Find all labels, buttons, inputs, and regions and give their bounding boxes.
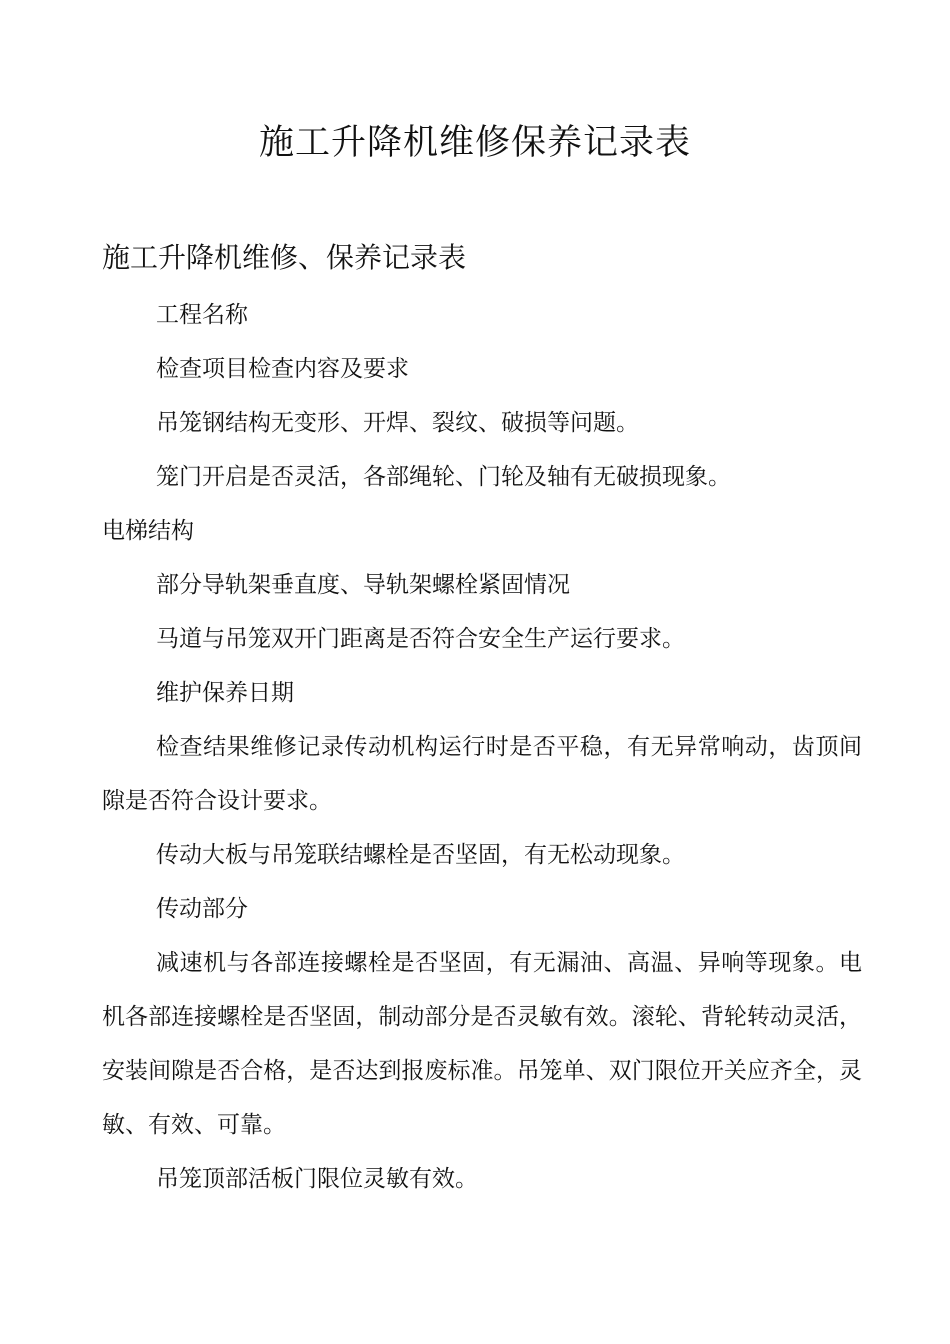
document-title: 施工升降机维修保养记录表: [258, 123, 691, 163]
section-heading: 电梯结构: [102, 518, 194, 544]
paragraph: 检查项目检查内容及要求: [156, 356, 409, 382]
paragraph: 马道与吊笼双开门距离是否符合安全生产运行要求。: [156, 626, 685, 652]
paragraph: 笼门开启是否灵活，各部绳轮、门轮及轴有无破损现象。: [156, 464, 731, 490]
paragraph: 传动部分: [156, 896, 248, 922]
paragraph: 吊笼顶部活板门限位灵敏有效。: [156, 1166, 478, 1192]
paragraph: 检查结果维修记录传动机构运行时是否平稳，有无异常响动，齿顶间隙是否符合设计要求。: [102, 734, 862, 814]
paragraph: 维护保养日期: [156, 680, 294, 706]
paragraph: 减速机与各部连接螺栓是否坚固，有无漏油、高温、异响等现象。电机各部连接螺栓是否坚固，制动部分是否灵敏有效。滚轮、背轮转动灵活，安装间隙是否合格，是否达到报废标准。吊笼单、双门限位开关应齐全，灵敏、有效、可靠。: [102, 950, 862, 1138]
paragraph: 吊笼钢结构无变形、开焊、裂纹、破损等问题。: [156, 410, 639, 436]
document-body: [102, 288, 862, 1206]
paragraph: 工程名称: [156, 302, 248, 328]
paragraph: 部分导轨架垂直度、导轨架螺栓紧固情况: [156, 572, 570, 598]
paragraph: 传动大板与吊笼联结螺栓是否坚固，有无松动现象。: [156, 842, 685, 868]
document-subtitle: 施工升降机维修、保养记录表: [102, 241, 467, 274]
